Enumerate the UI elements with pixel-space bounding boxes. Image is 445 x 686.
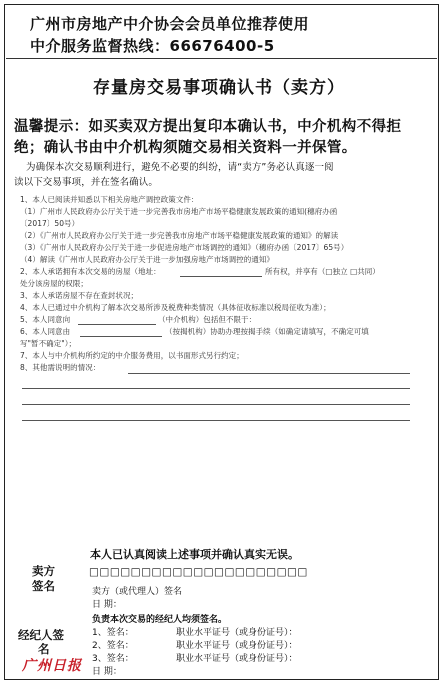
header-divider	[6, 58, 437, 59]
item-6-note: 写"暂不确定"）；	[20, 339, 77, 348]
item-2-disposal: 处分该房屋的权限；	[20, 279, 88, 288]
item-4: 4、本人已通过中介机构了解本次交易所涉及税费种类情况（具体征收标准以税局征收为准）；	[20, 303, 331, 312]
confirmation-statement: 本人已认真阅读上述事项并确认真实无误。	[90, 548, 299, 561]
mortgage-agency-blank[interactable]	[80, 336, 162, 337]
other-notes-line-1[interactable]	[128, 373, 410, 374]
broker-3-sign-label: 3、签名：	[92, 654, 134, 664]
newspaper-watermark-logo: 广州日报	[22, 658, 82, 674]
broker-instruction: 负责本次交易的经纪人均须签名。	[92, 615, 228, 625]
item-2-ownership: 所有权，并享有（□独立 □共同）	[265, 267, 380, 276]
item-6-label: 6、本人同意由	[20, 327, 71, 336]
broker-1-sign-label: 1、签名：	[92, 628, 134, 638]
item-7: 7、本人与中介机构所约定的中介服务费用，以书面形式另行约定；	[20, 351, 244, 360]
other-notes-line-4[interactable]	[22, 420, 410, 421]
page-title: 存量房交易事项确认书（卖方）	[93, 78, 345, 98]
item-5-agency: （中介机构）包括但不限于：	[158, 315, 257, 324]
item-3: 3、本人承诺房屋不存在查封状况；	[20, 291, 139, 300]
seller-label-line-2: 签名	[32, 579, 55, 593]
item-1-doc-1-number: 〔2017〕50号）	[20, 219, 80, 228]
item-1-doc-3: （3）《广州市人民政府办公厅关于进一步促进房地产市场调控的通知》（穗府办函〔2017〕65号）	[20, 243, 349, 252]
item-5-label: 5、本人同意向	[20, 315, 71, 324]
broker-2-cert-label: 职业水平证号（或身份证号）：	[176, 641, 298, 651]
item-1-doc-2: （2）《广州市人民政府办公厅关于进一步完善我市房地产市场平稳健康发展政策的通知》的解读	[20, 231, 339, 240]
seller-signature-label: 卖方（或代理人）签名	[92, 587, 183, 597]
broker-label-line-2: 名	[38, 642, 50, 656]
broker-3-cert-label: 职业水平证号（或身份证号）：	[176, 654, 298, 664]
broker-label-line-1: 经纪人签	[18, 628, 64, 642]
seller-label-line-1: 卖方	[32, 564, 55, 578]
association-header: 广州市房地产中介协会会员单位推荐使用	[30, 15, 310, 33]
intro-line-2: 读以下交易事项，并在签名确认。	[14, 177, 159, 188]
seller-date-label: 日 期：	[92, 600, 122, 610]
intro-line-1: 为确保本次交易顺利进行，避免不必要的纠纷，请“卖方”务必认真逐一阅	[26, 162, 334, 173]
other-notes-line-3[interactable]	[22, 404, 410, 405]
item-1-doc-4: （4）解读《广州市人民政府办公厅关于进一步加强房地产市场调控的通知》	[20, 255, 274, 264]
broker-2-sign-label: 2、签名：	[92, 641, 134, 651]
item-8: 8、其他需说明的情况：	[20, 363, 101, 372]
other-notes-line-2[interactable]	[22, 388, 410, 389]
item-1-doc-1: （1）广州市人民政府办公厅关于进一步完善我市房地产市场平稳健康发展政策的通知(穗府办函	[20, 207, 338, 216]
tip-line-2: 绝；确认书由中介机构须随交易相关资料一并保管。	[14, 140, 357, 156]
item-6-mortgage: （按揭机构）协助办理按揭手续（如确定请填写，不确定可填	[165, 327, 369, 336]
item-2-address-label: 2、本人承诺拥有本次交易的房屋（地址：	[20, 267, 161, 276]
hotline-header: 中介服务监督热线：66676400-5	[30, 37, 275, 55]
address-blank[interactable]	[180, 276, 262, 277]
item-1: 1、本人已阅读并知悉以下相关房地产调控政策文件：	[20, 195, 199, 204]
agency-blank[interactable]	[78, 324, 156, 325]
broker-date-label: 日 期：	[92, 667, 122, 677]
id-digit-boxes[interactable]: □□□□□□□□□□□□□□□□□□□□□	[89, 566, 308, 578]
broker-1-cert-label: 职业水平证号（或身份证号）：	[176, 628, 298, 638]
tip-line-1: 温馨提示：如买卖双方提出复印本确认书，中介机构不得拒	[14, 119, 402, 135]
